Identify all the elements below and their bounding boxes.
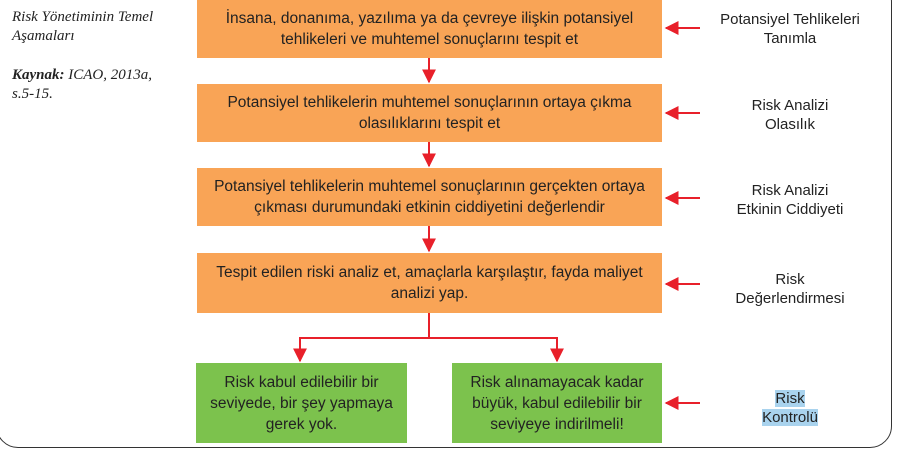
caption-source-label: Kaynak: [12, 67, 65, 83]
label-line: Değerlendirmesi [735, 290, 845, 307]
label-line: Tanımla [763, 30, 817, 47]
label-line: Etkinin Ciddiyeti [736, 201, 844, 218]
label-line: Risk Analizi [751, 182, 829, 199]
label-line: Olasılık [764, 116, 815, 133]
label-line-highlight: Kontrolü [762, 409, 818, 426]
outcome-reduce-box: Risk alınamayacak kadar büyük, kabul edilebilir bir seviyeye indirilmeli! [452, 363, 662, 443]
caption-source-text: ICAO, 2013a, s.5-15. [12, 67, 152, 102]
step-1-box: İnsana, donanıma, yazılıma ya da çevreye ilişkin potansiyel tehlikeleri ve muhtemel sonuçlarını tespit et [197, 0, 662, 58]
step-3-box: Potansiyel tehlikelerin muhtemel sonuçlarının gerçekten ortaya çıkması durumundaki etkinin ciddiyetini değerlendir [197, 168, 662, 226]
outcome-accept-box: Risk kabul edilebilir bir seviyede, bir şey yapmaya gerek yok. [196, 363, 407, 443]
label-line: Risk [775, 271, 805, 288]
label-line-highlight: Risk [775, 390, 805, 407]
split-arrow-left [300, 338, 429, 361]
label-line: Risk Analizi [751, 97, 829, 114]
step-4-box: Tespit edilen riski analiz et, amaçlarla karşılaştır, fayda maliyet analizi yap. [197, 253, 662, 313]
label-line: Potansiyel Tehlikeleri [720, 11, 860, 28]
split-arrow-right [429, 338, 557, 361]
step-2-box: Potansiyel tehlikelerin muhtemel sonuçlarının ortaya çıkma olasılıklarını tespit et [197, 84, 662, 142]
caption-title: Risk Yönetiminin Temel Aşamaları [12, 9, 154, 44]
